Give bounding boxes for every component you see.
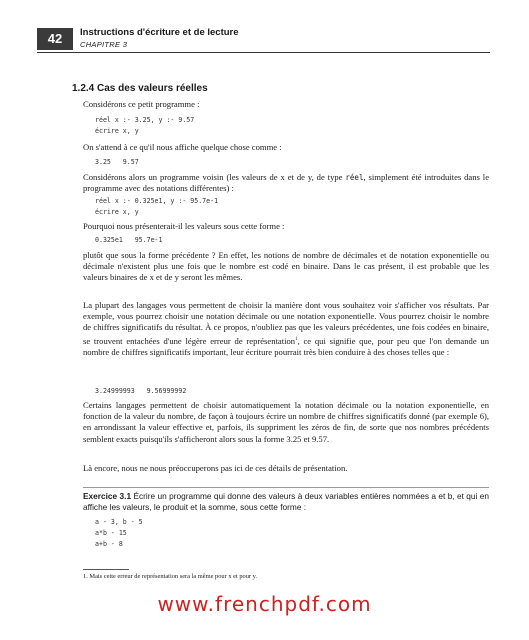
paragraph-expect: On s'attend à ce qu'il nous affiche quelque chose comme : [83, 142, 282, 152]
code-line: écrire x, y [95, 127, 139, 135]
paragraph-closing: Là encore, nous ne nous préoccuperons pas ici de ces détails de présentation. [83, 463, 348, 473]
code-line: réel x :- 0.325e1, y :- 95.7e-1 [95, 197, 219, 205]
footnote: 1. Mais cette erreur de représentation sera la même pour x et pour y. [83, 573, 258, 580]
paragraph-automatic: Certains langages permettent de choisir automatiquement la notation décimale ou la notation exponentielle, en fonction de la valeur du nombre, de façon à toujours écrire un nombre de chiffres significatifs donné (par exemple 6), en arrondissant la valeur effective et, parfois, ils suppriment les zéros de fin, de sorte que nos nombres précédents semblent exacts puisqu'ils s'afficheront alors sous la forme 3.25 et 9.57. [83, 400, 489, 444]
page-number: 42 [37, 28, 73, 50]
watermark: www.frenchpdf.com [157, 592, 372, 616]
paragraph-intro: Considérons ce petit programme : [83, 99, 200, 109]
exercise-label: Exercice 3.1 [83, 491, 132, 501]
code-block-2: 3.25 9.57 [95, 158, 139, 166]
code-line: a - 3, b - 5 [95, 518, 143, 526]
code-block-3 [95, 196, 218, 218]
exercise-output [95, 517, 143, 550]
code-line: écrire x, y [95, 208, 139, 216]
code-block-1 [95, 115, 194, 137]
text-span: , ce qui signifie que, pour peu que l'on demande un nombre de chiffres significatifs important, leur écriture pourrait très bien conduire à des choses telles que : [83, 335, 489, 357]
chapter-label: CHAPITRE 3 [80, 40, 128, 49]
exercise-block [83, 491, 489, 513]
exercise-text: Écrire un programme qui donne des valeurs à deux variables entières nommées a et b, et qui en affiche les valeurs, le produit et la somme, sous cette forme : [83, 491, 489, 512]
paragraph-why: Pourquoi nous présenterait-il les valeurs sous cette forme : [83, 221, 285, 231]
code-block-5: 3.24999993 9.56999992 [95, 387, 187, 395]
running-title: Instructions d'écriture et de lecture [80, 27, 239, 38]
footnote-ref: 1 [295, 336, 298, 342]
paragraph-languages [83, 300, 489, 358]
code-block-4: 0.325e1 95.7e-1 [95, 236, 163, 244]
text-span: La plupart des langages vous permettent de choisir la manière dont vous souhaitez voir s'afficher vos résultats. Par exemple, vous pourrez choisir une notation décimale ou une notation exponentielle. Vous pourrez choisir le nombre de chiffres significatifs du résultat. À ce propos, n'oubliez pas que les valeurs précédentes, une fois codées en binaire, se trouvent entachées d'une légère erreur de représentation [83, 300, 489, 346]
code-line: a+b - 8 [95, 540, 123, 548]
text-span: , simplement été introduites dans le programme avec des notations différentes) : [83, 172, 490, 194]
footnote-rule [83, 569, 129, 570]
header-rule [37, 52, 490, 53]
code-line: réel x :- 3.25, y :- 9.57 [95, 116, 195, 124]
text-span: Considérons alors un programme voisin (les valeurs de x et de y, de type [83, 172, 343, 182]
paragraph-explain: plutôt que sous la forme précédente ? En effet, les notions de nombre de décimales et de notation exponentielle ou décimale n'existent plus une fois que le nombre est codé en binaire. Dans le cas présent, il est probable que les valeurs binaires de x et de y seront les mêmes. [83, 250, 489, 283]
exercise-rule [83, 487, 489, 488]
code-line: a*b - 15 [95, 529, 127, 537]
section-heading: 1.2.4 Cas des valeurs réelles [72, 83, 208, 94]
inline-code: réel [345, 173, 364, 182]
paragraph-variant [83, 172, 489, 194]
